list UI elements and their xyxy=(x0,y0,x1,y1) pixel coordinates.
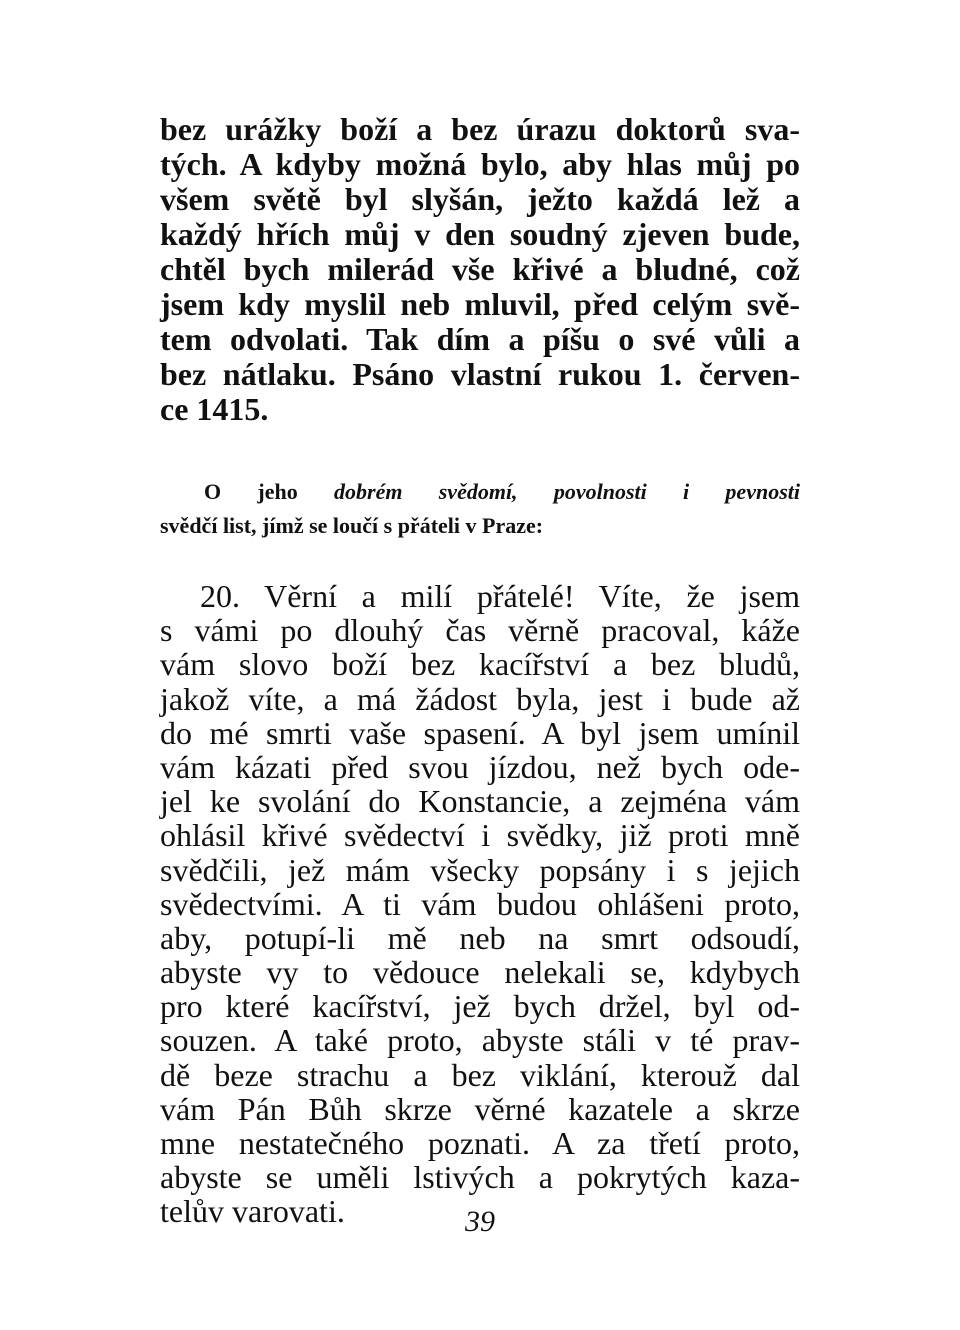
intro-text: O jeho xyxy=(204,479,335,504)
text-line: telův varovati. xyxy=(160,1193,345,1230)
text-line: ce 1415. xyxy=(160,391,269,427)
text-line: ohlásil křivé svědectví i svědky, již proti mně xyxy=(160,817,800,854)
text-line: abyste se uměli lstivých a pokrytých kaza- xyxy=(160,1159,800,1196)
intro-line: svědčí list, jímž se loučí s přáteli v Praze: xyxy=(160,513,544,538)
text-line: s vámi po dlouhý čas věrně pracoval, káže xyxy=(160,612,800,649)
intro-line xyxy=(160,475,800,509)
page-body xyxy=(160,112,800,1229)
text-line: vám kázati před svou jízdou, než bych ode- xyxy=(160,748,800,785)
page-number: 39 xyxy=(465,1205,495,1238)
text-line: tem odvolati. Tak dím a píšu o své vůli a xyxy=(160,321,800,357)
text-line: jakož víte, a má žádost byla, jest i bude až xyxy=(160,680,800,717)
letter-text xyxy=(160,579,800,1229)
text-line: tých. A kdyby možná bylo, aby hlas můj po xyxy=(160,146,800,182)
text-line: bez urážky boží a bez úrazu doktorů sva- xyxy=(160,111,800,147)
text-line: jel ke svolání do Konstancie, a zejména vám xyxy=(160,783,800,820)
text-line: bez nátlaku. Psáno vlastní rukou 1. červen- xyxy=(160,356,800,392)
text-line: do mé smrti vaše spasení. A byl jsem umínil xyxy=(160,714,800,751)
text-line: 20. Věrní a milí přátelé! Víte, že jsem xyxy=(200,578,800,614)
letter-introduction xyxy=(160,475,800,543)
text-line: abyste vy to vědouce nelekali se, kdybych xyxy=(160,954,800,991)
text-line: chtěl bych milerád vše křivé a bludné, což xyxy=(160,251,800,287)
text-line: svědčili, jež mám všecky popsány i s jejich xyxy=(160,851,800,888)
intro-emphasis: dobrém svědomí, povolnosti i pevnosti xyxy=(334,479,800,504)
text-line: vám slovo boží bez kacířství a bez bludů, xyxy=(160,646,800,683)
text-line: všem světě byl slyšán, ježto každá lež a xyxy=(160,181,800,217)
text-line: souzen. A také proto, abyste stáli v té prav- xyxy=(160,1022,800,1059)
text-line: pro které kacířství, jež bych držel, byl od- xyxy=(160,988,800,1025)
text-line: mne nestatečného poznati. A za třetí proto, xyxy=(160,1125,800,1161)
text-line: aby, potupí-li mě neb na smrt odsoudí, xyxy=(160,919,800,956)
text-line: vám Pán Bůh skrze věrné kazatele a skrze xyxy=(160,1090,800,1127)
text-line: jsem kdy myslil neb mluvil, před celým svě- xyxy=(160,286,800,322)
paragraph-oath xyxy=(160,112,800,427)
text-line: každý hřích můj v den soudný zjeven bude, xyxy=(160,216,800,252)
text-line: svědectvími. A ti vám budou ohlášeni proto, xyxy=(160,885,800,922)
text-line: dě beze strachu a bez viklání, kterouž dal xyxy=(160,1056,800,1093)
